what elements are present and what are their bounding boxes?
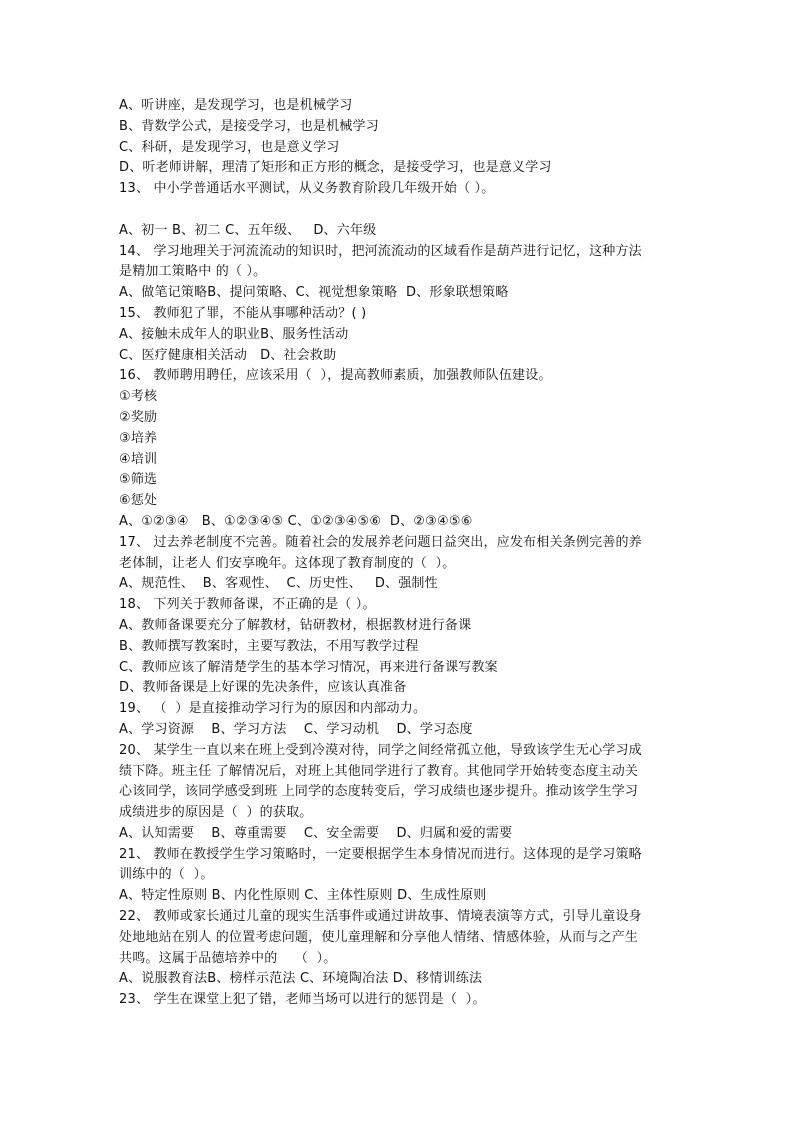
question-15: 15、 教师犯了罪，不能从事哪种活动？( ) <box>119 305 367 321</box>
question-22: 22、 教师或家长通过儿童的现实生活事件或通过讲故事、情境表演等方式，引导儿童设身 <box>119 909 642 925</box>
blank-line <box>119 200 679 221</box>
question-13: 13、 中小学普通话水平测试，从义务教育阶段几年级开始（ ）。 <box>119 181 495 197</box>
option-line: A、规范性、 B、客观性、 C、历史性、 D、强制性 <box>119 576 438 592</box>
option-line: A、①②③④ B、①②③④⑤ C、①②③④⑤⑥ D、②③④⑤⑥ <box>119 513 473 529</box>
question-20-cont: 成绩进步的原因是（ ）的获取。 <box>119 805 313 821</box>
option-line: A、认知需要 B、尊重需要 C、安全需要 D、归属和爱的需要 <box>119 825 513 841</box>
question-20: 20、 某学生一直以来在班上受到冷漠对待，同学之间经常孤立他，导致该学生无心学习成 <box>119 742 642 758</box>
question-23: 23、 学生在课堂上犯了错，老师当场可以进行的惩罚是（ ）。 <box>119 992 486 1008</box>
option-line: A、教师备课要充分了解教材，钻研教材，根据教材进行备课 <box>119 617 472 633</box>
list-item: ②奖励 <box>119 409 158 425</box>
question-21-cont: 训练中的（ ）。 <box>119 867 214 883</box>
question-17: 17、 过去养老制度不完善。随着社会的发展养老问题日益突出，应发布相关条例完善的养 <box>119 534 642 550</box>
option-line: A、说服教育法B、榜样示范法 C、环境陶冶法 D、移情训练法 <box>119 971 483 987</box>
question-21: 21、 教师在教授学生学习策略时，一定要根据学生本身情况而进行。这体现的是学习策略 <box>119 846 642 862</box>
document-page <box>119 96 679 1011</box>
list-item: ④培训 <box>119 451 158 467</box>
question-22-cont: 共鸣。这属于品德培养中的 （ ）。 <box>119 950 337 966</box>
option-line: B、背数学公式，是接受学习，也是机械学习 <box>119 118 379 134</box>
option-line: A、初一 B、初二 C、五年级、 D、六年级 <box>119 222 377 238</box>
option-line: A、特定性原则 B、内化性原则 C、主体性原则 D、生成性原则 <box>119 888 487 904</box>
list-item: ⑤筛选 <box>119 472 158 488</box>
option-line: A、接触未成年人的职业B、服务性活动 <box>119 326 349 342</box>
option-line: C、科研，是发现学习，也是意义学习 <box>119 139 340 155</box>
question-19: 19、 （ ）是直接推动学习行为的原因和内部动力。 <box>119 701 427 717</box>
question-20-cont: 心该同学，该同学感受到班 上同学的态度转变后，学习成绩也逐步提升。推动该学生学习 <box>119 784 639 800</box>
question-22-cont: 处地地站在别人 的位置考虑问题，使儿童理解和分享他人情绪、情感体验，从而与之产生 <box>119 929 639 945</box>
option-line: A、学习资源 B、学习方法 C、学习动机 D、学习态度 <box>119 721 473 737</box>
option-line: C、医疗健康相关活动 D、社会救助 <box>119 347 337 363</box>
question-17-cont: 老体制，让老人 们安享晚年。这体现了教育制度的（ ）。 <box>119 555 456 571</box>
question-16: 16、 教师聘用聘任，应该采用（ ），提高教师素质，加强教师队伍建设。 <box>119 368 552 384</box>
list-item: ①考核 <box>119 389 158 405</box>
question-14-cont: 是精加工策略中 的（ ）。 <box>119 264 267 280</box>
question-18: 18、 下列关于教师备课，不正确的是（ ）。 <box>119 597 376 613</box>
question-20-cont: 绩下降。班主任 了解情况后，对班上其他同学进行了教育。其他同学开始转变态度主动关 <box>119 763 639 779</box>
option-line: D、听老师讲解，理清了矩形和正方形的概念，是接受学习，也是意义学习 <box>119 160 552 176</box>
option-line: A、做笔记策略B、提问策略、C、视觉想象策略 D、形象联想策略 <box>119 285 509 301</box>
list-item: ⑥惩处 <box>119 493 158 509</box>
question-14: 14、 学习地理关于河流流动的知识时，把河流流动的区域看作是葫芦进行记忆，这种方法 <box>119 243 642 259</box>
list-item: ③培养 <box>119 430 158 446</box>
option-line: D、教师备课是上好课的先决条件，应该认真准备 <box>119 680 407 696</box>
option-line: A、听讲座，是发现学习，也是机械学习 <box>119 98 353 113</box>
option-line: C、教师应该了解清楚学生的基本学习情况，再来进行备课写教案 <box>119 659 498 675</box>
option-line: B、教师撰写教案时，主要写教法，不用写教学过程 <box>119 638 419 654</box>
